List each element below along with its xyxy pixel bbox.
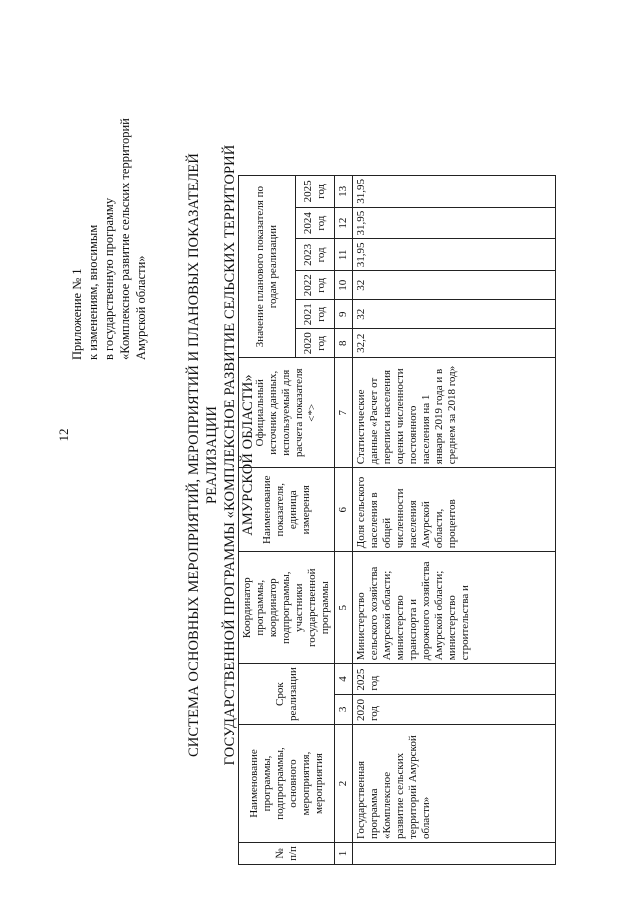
row-value: 32 (353, 271, 556, 300)
column-number: 9 (335, 300, 353, 329)
header-planned: Значение планового показателя по годам реализации (239, 175, 296, 357)
header-row (239, 175, 296, 864)
header-year: 2024 год (295, 207, 334, 239)
column-number: 6 (335, 468, 353, 552)
appendix-line: в государственную программу (102, 197, 116, 360)
column-number: 10 (335, 271, 353, 300)
table-row (353, 175, 556, 864)
column-number: 1 (335, 843, 353, 865)
header-no: № п/п (239, 843, 335, 865)
appendix-block (69, 40, 149, 360)
row-value: 32 (353, 300, 556, 329)
row-coordinator: Министерство сельского хозяйства Амурской области; министерство транспорта и дорожного хозяйства Амурской области; министерство строительства и (353, 552, 556, 664)
title-line: АМУРСКОЙ ОБЛАСТИ» (240, 374, 256, 536)
title-line: ГОСУДАРСТВЕННОЙ ПРОГРАММЫ «КОМПЛЕКСНОЕ РАЗВИТИЕ СЕЛЬСКИХ ТЕРРИТОРИЙ (222, 144, 238, 766)
title-line: СИСТЕМА ОСНОВНЫХ МЕРОПРИЯТИЙ, МЕРОПРИЯТИЙ И ПЛАНОВЫХ ПОКАЗАТЕЛЕЙ РЕАЛИЗАЦИИ (186, 153, 220, 757)
row-indicator: Доля сельского населения в общей численности населения Амурской области, процентов (353, 468, 556, 552)
appendix-line: Приложение № 1 (70, 268, 84, 360)
header-source: Официальный источник данных, используемый для расчета показателя <*> (239, 358, 335, 468)
row-source: Статистические данные «Расчет от переписи населения оценки численности постоянного населения на 1 января 2019 года и в среднем за 2018 год» (353, 358, 556, 468)
header-year: 2023 год (295, 239, 334, 271)
header-name: Наименование программы, подпрограммы, основного мероприятия, мероприятия (239, 725, 335, 843)
column-number: 7 (335, 358, 353, 468)
indicators-table (238, 175, 556, 865)
appendix-line: Амурской области» (134, 255, 148, 360)
header-year: 2020 год (295, 329, 334, 358)
header-indicator: Наименование показателя, единица измерения (239, 468, 335, 552)
row-value: 31,95 (353, 207, 556, 239)
row-no (353, 843, 556, 865)
column-number: 12 (335, 207, 353, 239)
column-number: 11 (335, 239, 353, 271)
header-coordinator: Координатор программы, координатор подпрограммы, участники государственной программы (239, 552, 335, 664)
row-value: 31,95 (353, 239, 556, 271)
column-number: 2 (335, 725, 353, 843)
row-name: Государственная программа «Комплексное развитие сельских территорий Амурской области» (353, 725, 556, 843)
row-value: 31,95 (353, 175, 556, 207)
header-year: 2025 год (295, 175, 334, 207)
header-period: Срок реализации (239, 664, 335, 725)
column-number: 4 (335, 664, 353, 694)
page-number: 12 (56, 428, 71, 442)
appendix-line: «Комплексное развитие сельских территорий (118, 118, 132, 360)
row-end: 2025 год (353, 664, 556, 694)
appendix-line: к изменениям, вносимым (86, 224, 100, 360)
column-number: 13 (335, 175, 353, 207)
column-number: 3 (335, 694, 353, 724)
row-value: 32,2 (353, 329, 556, 358)
row-start: 2020 год (353, 694, 556, 724)
column-number: 5 (335, 552, 353, 664)
column-number: 8 (335, 329, 353, 358)
column-numbers-row (335, 175, 353, 864)
header-year: 2022 год (295, 271, 334, 300)
header-year: 2021 год (295, 300, 334, 329)
